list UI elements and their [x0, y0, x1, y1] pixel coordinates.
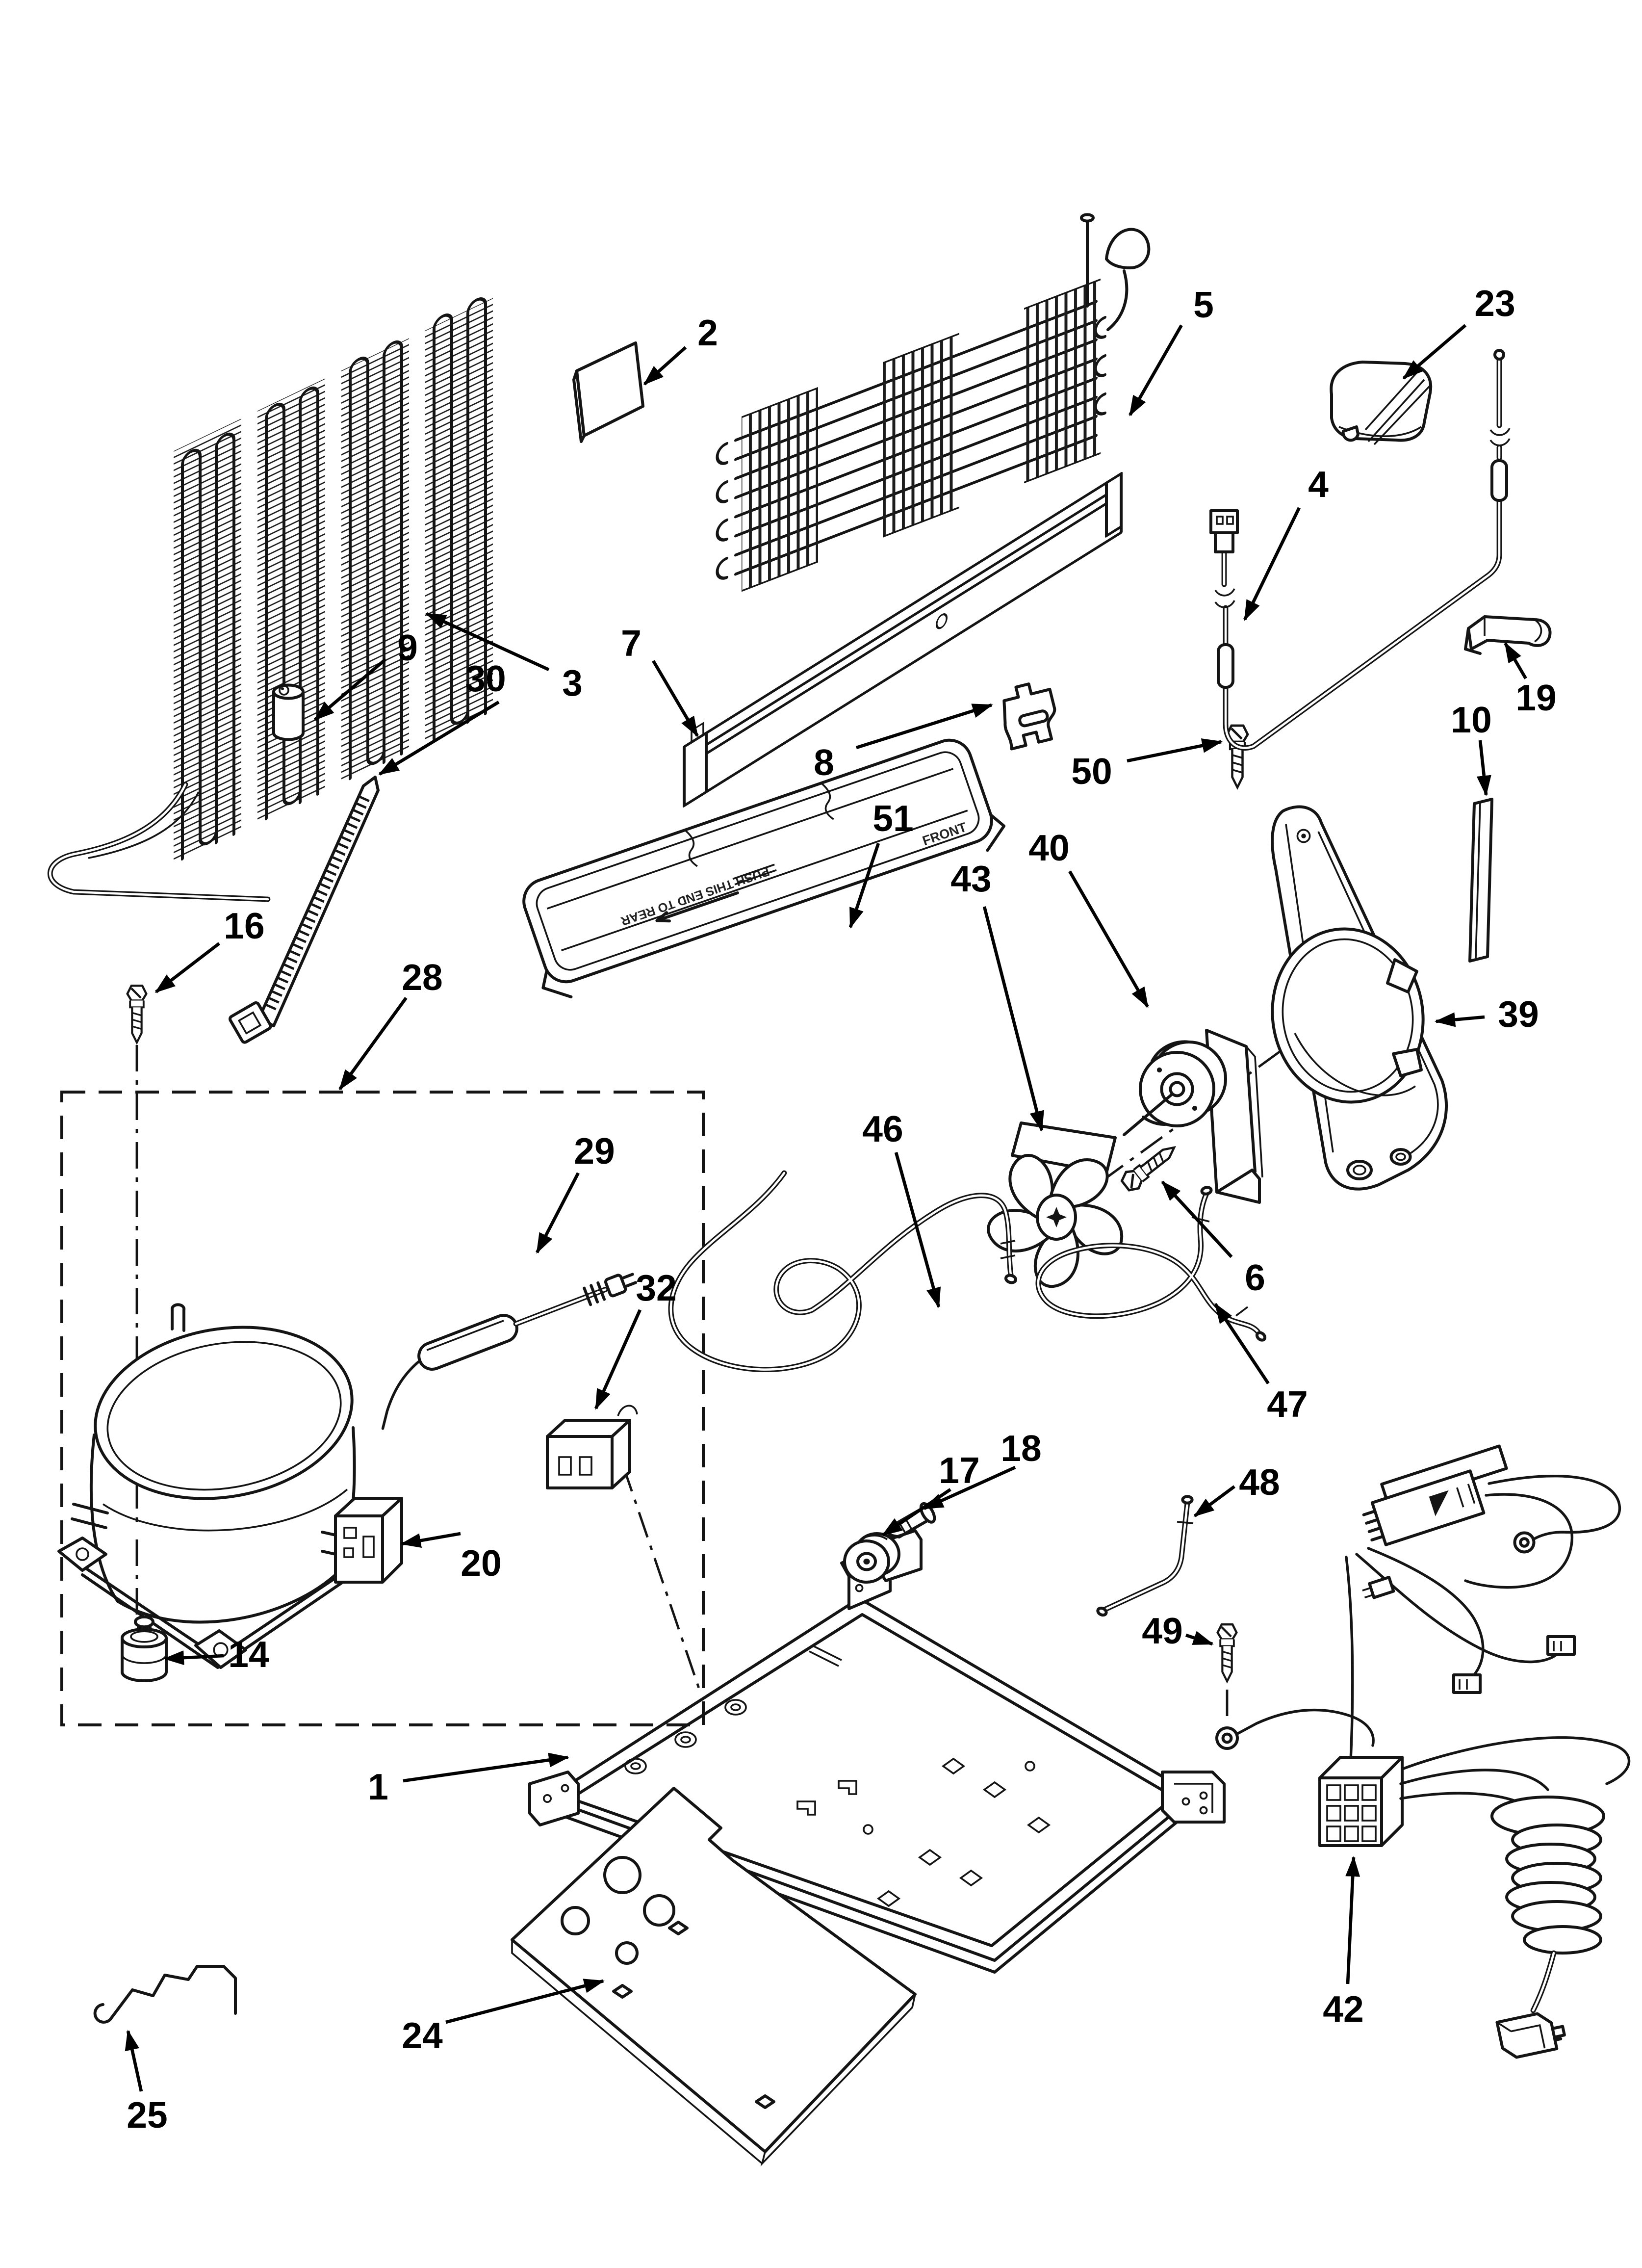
callout-number: 46	[862, 1108, 903, 1149]
callout-number: 24	[402, 2015, 443, 2056]
callout-number: 14	[228, 1634, 269, 1675]
callout-number: 49	[1142, 1610, 1183, 1651]
callout-number: 19	[1515, 677, 1557, 718]
terminal-cover	[1331, 362, 1431, 444]
callout-number: 43	[950, 858, 992, 899]
callout-number: 50	[1071, 751, 1112, 792]
callout-number: 2	[697, 312, 718, 353]
callout-number: 6	[1245, 1257, 1265, 1298]
callout-number: 3	[562, 662, 583, 704]
shield-strip	[1470, 799, 1492, 961]
callout-number: 7	[621, 623, 641, 664]
callout-number: 5	[1193, 284, 1214, 325]
callout-number: 8	[814, 742, 834, 783]
callout-number: 17	[939, 1450, 980, 1491]
callout-number: 47	[1267, 1383, 1308, 1425]
callout-number: 4	[1308, 464, 1329, 505]
callout-number: 23	[1474, 283, 1515, 324]
callout-number: 51	[872, 798, 914, 839]
callout-number: 30	[465, 658, 506, 699]
callout-number: 42	[1323, 1988, 1364, 2030]
callout-number: 10	[1451, 699, 1492, 740]
callout-number: 1	[368, 1766, 388, 1807]
callout-number: 29	[574, 1130, 615, 1172]
callout-number: 18	[1001, 1428, 1042, 1469]
pan-push-text: PUSH THIS END TO REAR	[619, 864, 771, 928]
grommet-spacer-9	[274, 685, 303, 740]
callout-number: 16	[224, 905, 265, 946]
callout-number: 48	[1239, 1461, 1280, 1503]
callout-number: 32	[636, 1267, 677, 1308]
pan-front-text: FRONT	[921, 819, 969, 849]
callout-number: 28	[402, 957, 443, 998]
callout-number: 25	[127, 2094, 168, 2136]
callout-number: 40	[1028, 827, 1070, 868]
callout-number: 39	[1498, 993, 1539, 1035]
callout-number: 9	[397, 627, 418, 668]
callout-number: 20	[461, 1542, 502, 1584]
